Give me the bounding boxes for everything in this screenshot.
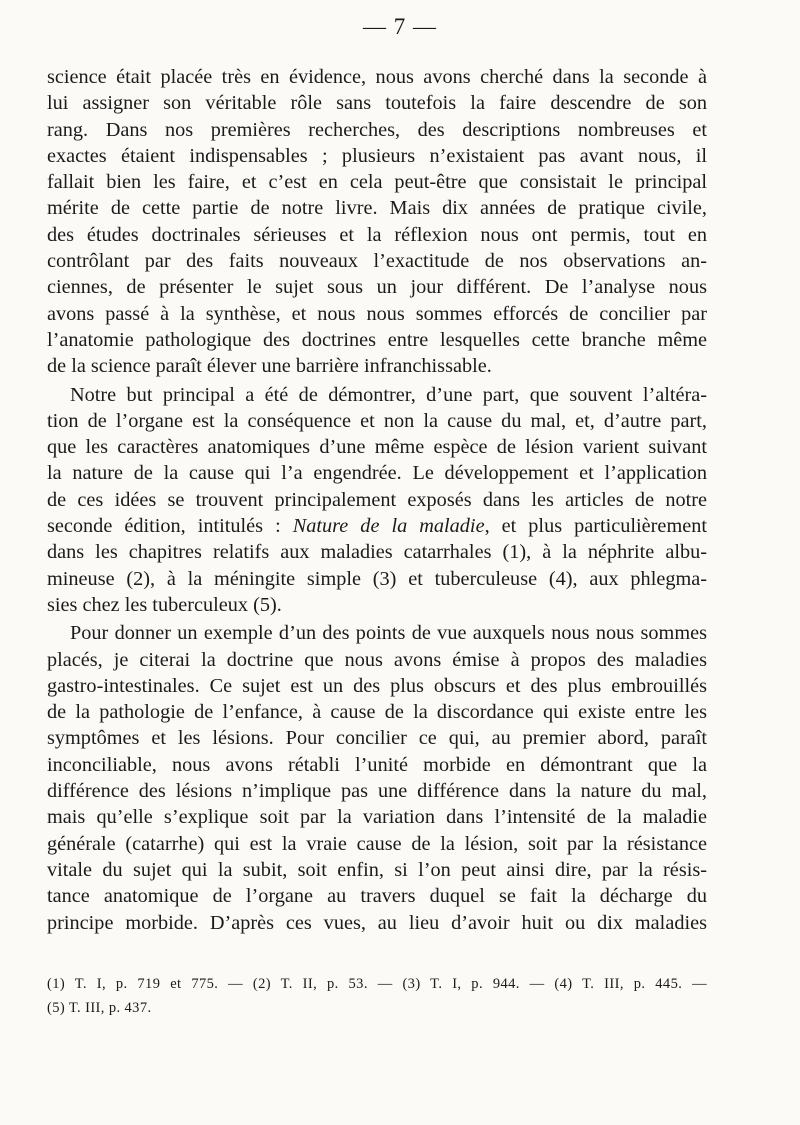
text-line: principe morbide. D’après ces vues, au lieu d’avoir huit ou dix maladies bbox=[47, 911, 707, 934]
text-line: des études doctrinales sérieuses et la réflexion nous ont permis, tout en bbox=[47, 223, 707, 246]
text-line: générale (catarrhe) qui est la vraie cause de la lésion, soit par la résistance bbox=[47, 832, 707, 855]
text-line: de la pathologie de l’enfance, à cause de la discordance qui existe entre les bbox=[47, 701, 707, 724]
text-line: sies chez les tuberculeux (5). bbox=[47, 593, 282, 616]
text-line: gastro-intestinales. Ce sujet est un des plus obscurs et des plus embrouillés bbox=[47, 674, 707, 697]
text-line: ciennes, de présenter le sujet sous un jour différent. De l’analyse nous bbox=[47, 276, 707, 299]
text-line: que les caractères anatomiques d’une même espèce de lésion varient suivant bbox=[47, 436, 707, 459]
paragraph-1 bbox=[47, 64, 707, 380]
text-line: contrôlant par des faits nouveaux l’exactitude de nos observations an- bbox=[47, 250, 707, 273]
text-line: dans les chapitres relatifs aux maladies catarrhales (1), à la néphrite albu- bbox=[47, 541, 707, 564]
text-line: la nature de la cause qui l’a engendrée. Le développement et l’application bbox=[47, 462, 707, 485]
footnotes bbox=[47, 972, 707, 1020]
text-line: l’anatomie pathologique des doctrines entre lesquelles cette branche même bbox=[47, 328, 707, 351]
text-line: vitale du sujet qui la subit, soit enfin, si l’on peut ainsi dire, par la résis- bbox=[47, 858, 707, 881]
paragraph-2 bbox=[47, 382, 707, 619]
text-line: exactes étaient indispensables ; plusieurs n’existaient pas avant nous, il bbox=[47, 144, 707, 167]
text-line: science était placée très en évidence, nous avons cherché dans la seconde à bbox=[47, 66, 707, 88]
text-line: tion de l’organe est la conséquence et non la cause du mal, et, d’autre part, bbox=[47, 409, 707, 432]
page-number: — 7 — bbox=[363, 14, 437, 39]
text-line: tance anatomique de l’organe au travers duquel se fait la décharge du bbox=[47, 885, 707, 908]
text-line: de ces idées se trouvent principalement exposés dans les articles de notre bbox=[47, 488, 707, 511]
text-line: inconciliable, nous avons rétabli l’unité morbide en démontrant que la bbox=[47, 753, 707, 776]
paragraph-3 bbox=[47, 620, 707, 936]
text-line: placés, je citerai la doctrine que nous avons émise à propos des maladies bbox=[47, 648, 707, 671]
text-line: différence des lésions n’implique pas une différence dans la nature du mal, bbox=[47, 780, 707, 803]
text-line: mineuse (2), à la méningite simple (3) et tuberculeuse (4), aux phlegma- bbox=[47, 567, 707, 590]
footnote-line: (5) T. III, p. 437. bbox=[47, 1000, 152, 1016]
cited-article-title: Nature de la maladie bbox=[292, 515, 485, 538]
text-line: de la science paraît élever une barrière infranchissable. bbox=[47, 355, 492, 378]
text-line: mérite de cette partie de notre livre. Mais dix années de pratique civile, bbox=[47, 197, 707, 220]
text-line: mais qu’elle s’explique soit par la variation dans l’intensité de la maladie bbox=[47, 806, 707, 829]
text-line: Notre but principal a été de démontrer, d’une part, que souvent l’altéra- bbox=[70, 383, 707, 406]
body-text bbox=[47, 64, 707, 936]
text-line: symptômes et les lésions. Pour concilier ce qui, au premier abord, paraît bbox=[47, 727, 707, 750]
footnote-line: (1) T. I, p. 719 et 775. — (2) T. II, p. 53. — (3) T. I, p. 944. — (4) T. III, p. 445. — bbox=[47, 976, 707, 992]
text-line: lui assigner son véritable rôle sans toutefois la faire descendre de son bbox=[47, 92, 707, 115]
text-line: rang. Dans nos premières recherches, des descriptions nombreuses et bbox=[47, 118, 707, 141]
text-line: fallait bien les faire, et c’est en cela peut-être que consistait le principal bbox=[47, 171, 707, 194]
text-line: avons passé à la synthèse, et nous nous sommes efforcés de concilier par bbox=[47, 302, 707, 325]
text-line: Pour donner un exemple d’un des points de vue auxquels nous nous sommes bbox=[70, 622, 707, 645]
text-line: seconde édition, intitulés : Nature de la maladie, et plus particulièrement bbox=[47, 515, 707, 538]
